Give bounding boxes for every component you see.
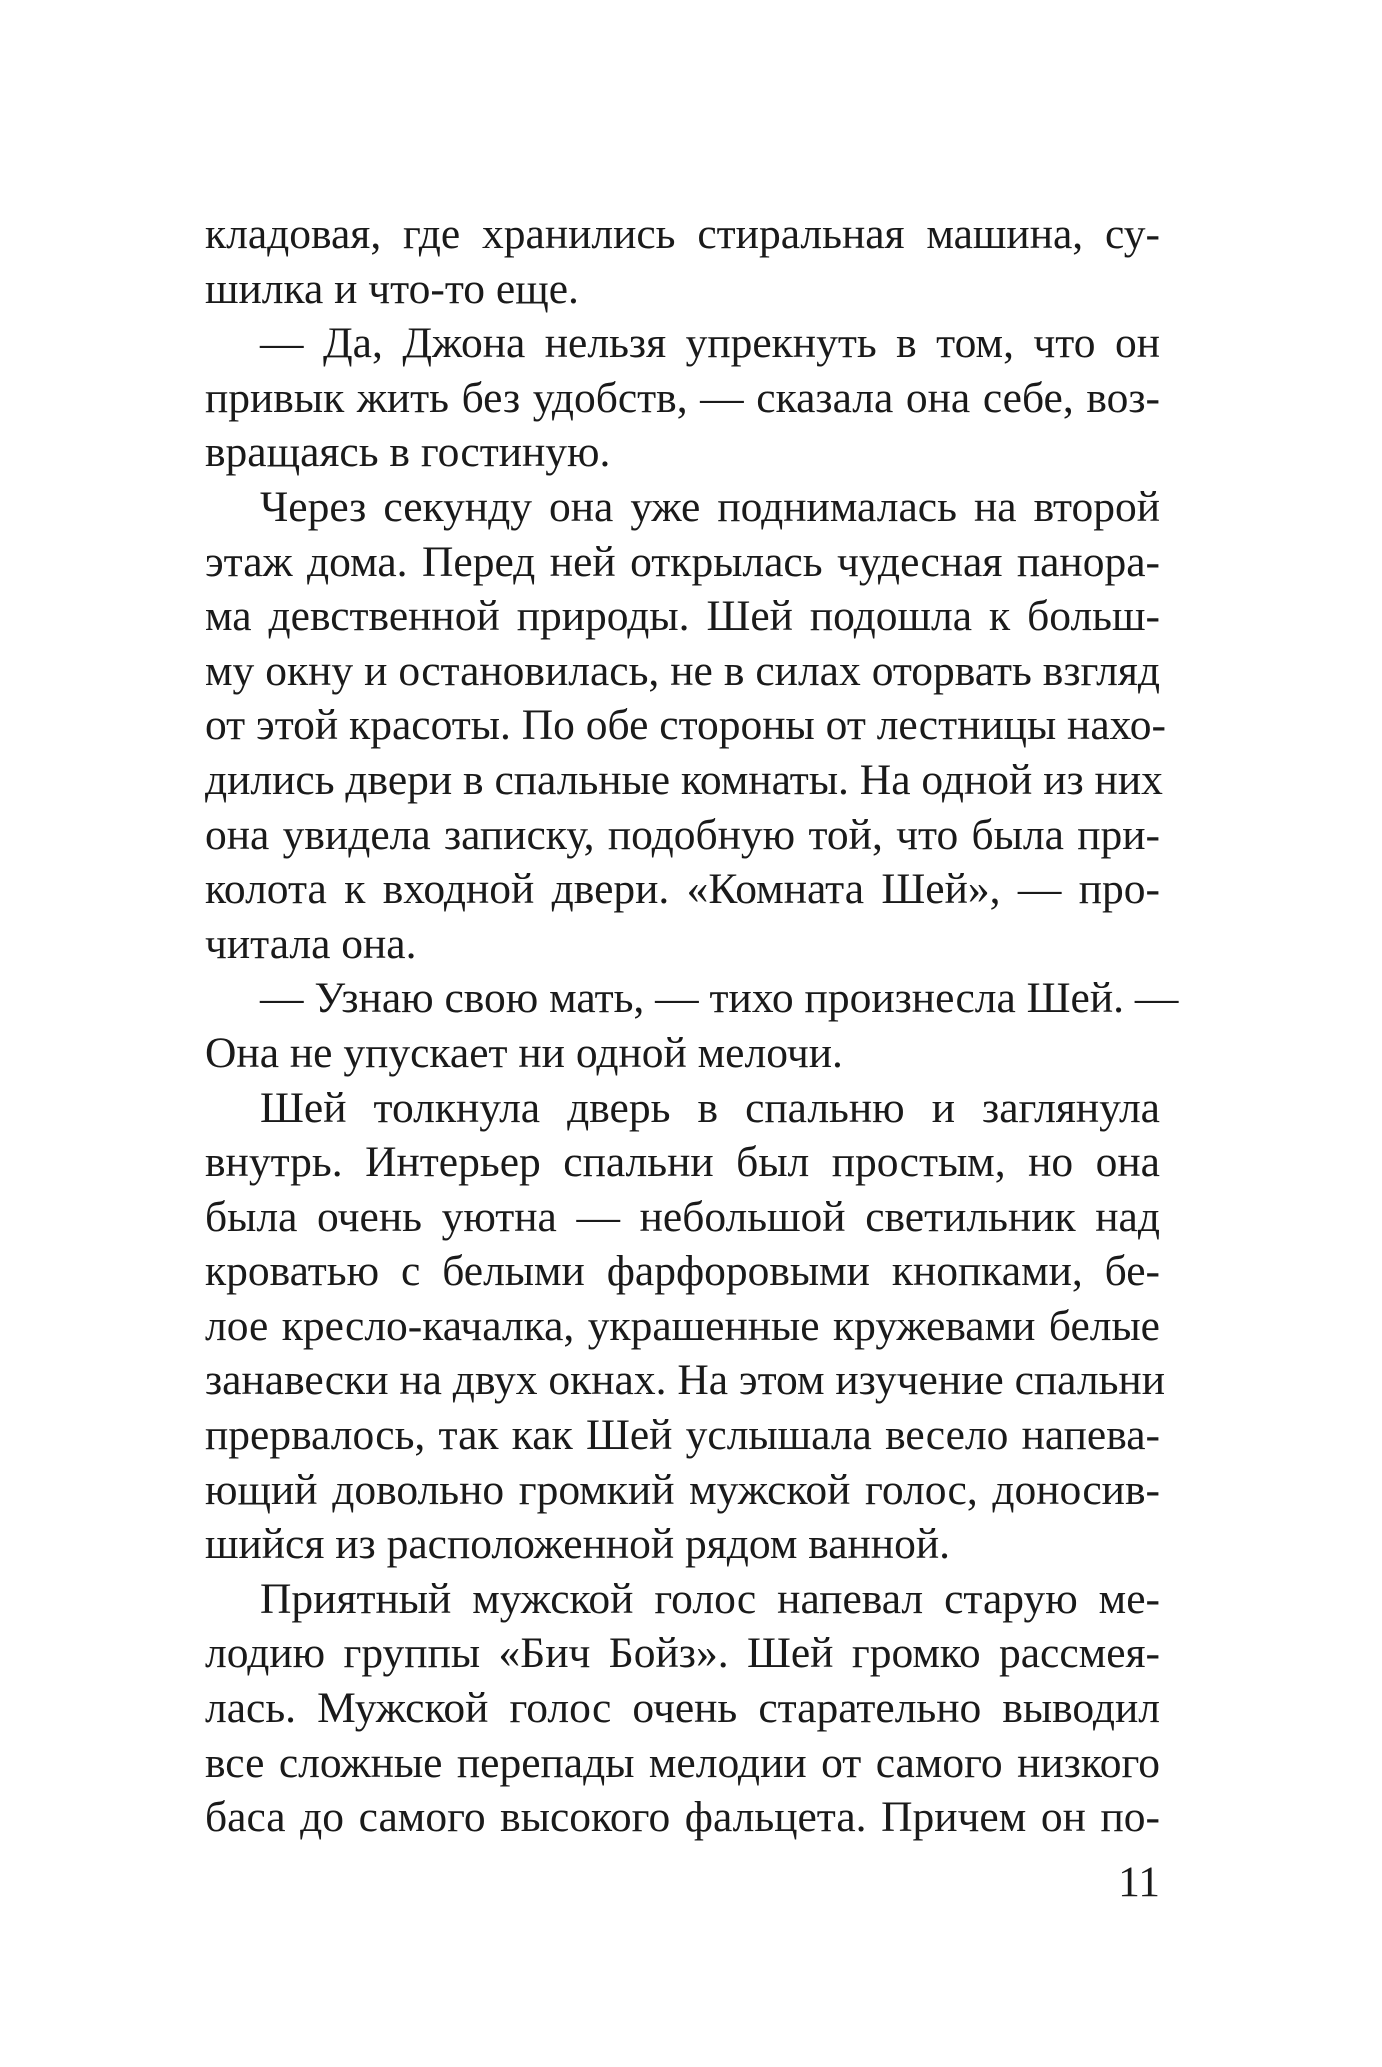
text-line: дились двери в спальные комнаты. На одной из них [205, 755, 1163, 804]
text-line: лое кресло-качалка, украшенные кружевами белые [205, 1301, 1160, 1350]
paragraph [205, 316, 1160, 480]
text-line: Шей толкнула дверь в спальню и заглянула [260, 1083, 1160, 1132]
text-line: Через секунду она уже поднималась на второй [260, 482, 1160, 531]
text-line: была очень уютна — небольшой светильник над [205, 1192, 1160, 1241]
text-line: внутрь. Интерьер спальни был простым, но она [205, 1138, 1160, 1187]
text-line: Приятный мужской голос напевал старую ме- [260, 1574, 1160, 1623]
text-line: ющий довольно громкий мужской голос, доносив- [205, 1465, 1160, 1514]
text-line: она увидела записку, подобную той, что была при- [205, 810, 1160, 859]
text-line: му окну и остановилась, не в силах оторвать взгляд [205, 646, 1160, 695]
text-line: занавески на двух окнах. На этом изучение спальни [205, 1356, 1165, 1405]
text-line: этаж дома. Перед ней открылась чудесная панора- [205, 537, 1160, 586]
text-line: привык жить без удобств, — сказала она себе, воз- [205, 373, 1160, 422]
text-line: колота к входной двери. «Комната Шей», — про- [205, 865, 1160, 914]
text-line: кроватью с белыми фарфоровыми кнопками, бе- [205, 1247, 1160, 1296]
text-line: шилка и что-то еще. [205, 264, 579, 313]
text-line: кладовая, где хранились стиральная машина, су- [205, 210, 1160, 258]
text-line: ма девственной природы. Шей подошла к больш- [205, 592, 1160, 641]
paragraph [205, 1572, 1160, 1845]
page-number: 11 [1118, 1858, 1160, 1906]
paragraph [205, 1081, 1165, 1572]
paragraph [205, 207, 1160, 316]
text-line: — Узнаю свою мать, — тихо произнесла Шей. — [260, 974, 1179, 1023]
text-line: лодию группы «Бич Бойз». Шей громко рассмея- [205, 1629, 1160, 1678]
text-line: вращаясь в гостиную. [205, 428, 611, 477]
text-line: баса до самого высокого фальцета. Причем он по- [205, 1793, 1160, 1842]
text-line: все сложные перепады мелодии от самого низкого [205, 1738, 1160, 1787]
paragraph [205, 971, 1179, 1080]
text-line: лась. Мужской голос очень старательно выводил [205, 1684, 1160, 1733]
text-line: от этой красоты. По обе стороны от лестницы нахо- [205, 701, 1166, 750]
text-line: Она не упускает ни одной мелочи. [205, 1028, 843, 1077]
text-line: шийся из расположенной рядом ванной. [205, 1520, 950, 1569]
text-line: читала она. [205, 919, 417, 968]
text-line: — Да, Джона нельзя упрекнуть в том, что он [260, 319, 1160, 368]
body-text [205, 207, 1179, 1845]
text-line: прервалось, так как Шей услышала весело напева- [205, 1411, 1160, 1460]
paragraph [205, 480, 1166, 971]
